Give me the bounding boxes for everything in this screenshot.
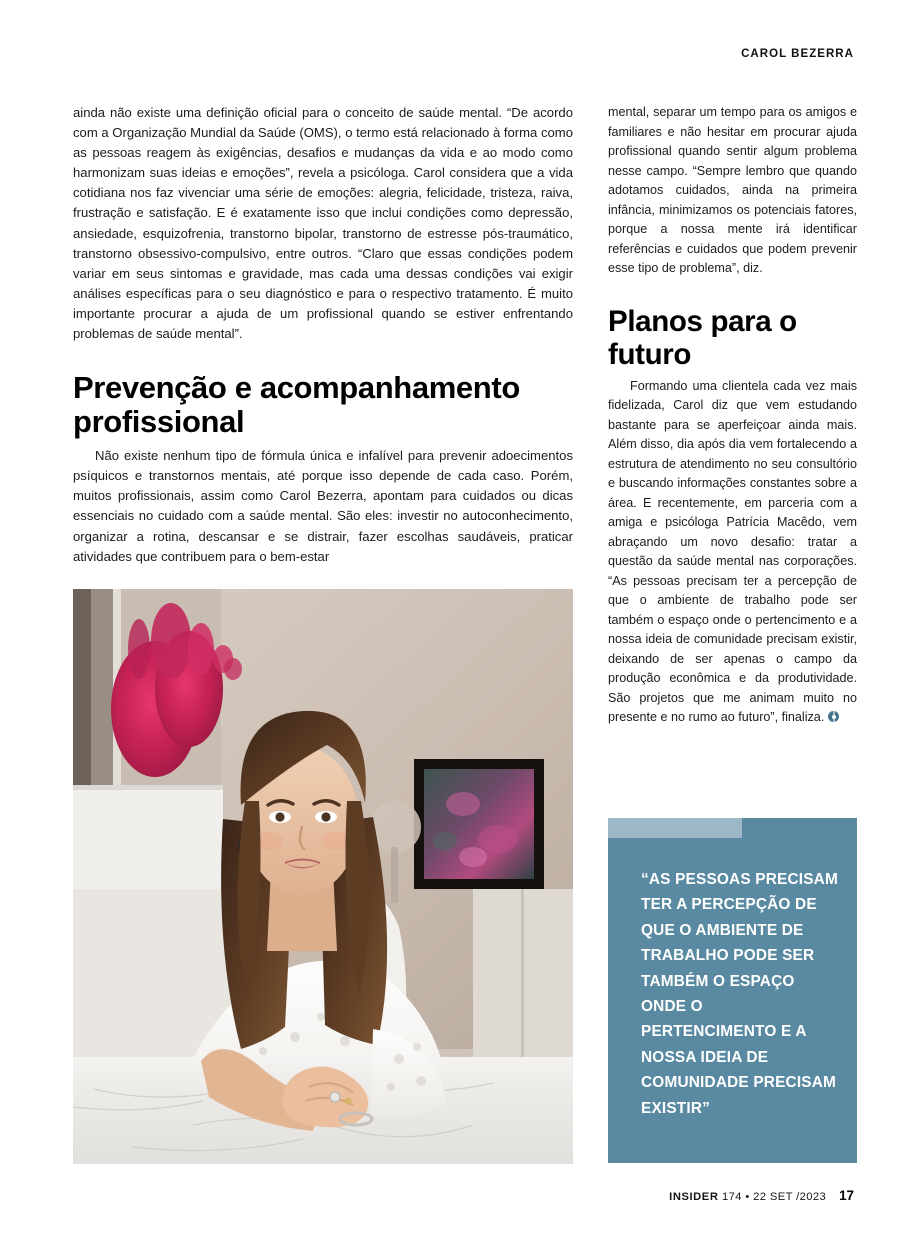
right-column [608,103,857,728]
section-title-planos: Planos para o futuro [608,304,797,371]
left-column-paragraph-1: ainda não existe uma definição oficial para o conceito de saúde mental. “De acordo com a Organização Mundial da Saúde (OMS), o termo está relacionado à forma como as pessoas reagem às exigências, desafios e mudanças da vida e ao modo como harmonizam suas ideias e emoções”, revela a psicóloga. Carol considera que a vida cotidiana nos faz vivenciar uma série de emoções: alegria, felicidade, tristeza, raiva, frustração e satisfação. E é exatamente isso que inclui condições como depressão, ansiedade, esquizofrenia, transtorno bipolar, transtorno de estresse pós-traumático, transtorno obsessivo-compulsivo, entre outros. “Claro que essas condições podem variar em seus sintomas e gravidade, mas cada uma dessas condições vai exigir análises específicas para o seu diagnóstico e para o respectivo tratamento. É muito importante procurar a ajuda de um profissional quando se estiver enfrentando problemas de saúde mental”. [73,105,573,342]
pull-quote-text: “AS PESSOAS PRECISAM TER A PERCEPÇÃO DE QUE O AMBIENTE DE TRABALHO PODE SER TAMBÉM O ESPAÇO ONDE O PERTENCIMENTO E A NOSSA IDEIA DE COMUNIDADE PRECISAM EXISTIR” [641,871,838,1117]
footer-issue-line [669,1191,826,1203]
pull-quote-box [608,818,857,1163]
left-column-paragraph-2-text: Não existe nenhum tipo de fórmula única e infalível para prevenir adoecimentos psíquicos e transtornos mentais, até porque isso depende de cada caso. Porém, muitos profissionais, assim como Carol Bezerra, apontam para cuidados ou dicas essenciais no cuidado com a saúde mental. São eles: investir no autoconhecimento, organizar a rotina, descansar e se distrair, fazer escolhas saudáveis, praticar atividades que contribuem para o bem-estar [73,448,573,564]
section-title-prevencao: Prevenção e acompanhamento profissional [73,370,520,440]
portrait-photo-image [73,589,573,1164]
portrait-photo [73,589,573,1164]
footer-separator: • [745,1191,750,1203]
left-column-paragraph-2 [73,446,573,567]
right-column-paragraph-2 [608,377,857,728]
pull-quote-tab [608,818,742,838]
right-column-paragraph-2-text: Formando uma clientela cada vez mais fidelizada, Carol diz que vem estudando bastante para se aperfeiçoar ainda mais. Além disso, dia após dia vem fortalecendo a estrutura de atendimento no seu consultório e buscando informações constantes sobre a área. E recentemente, em parceria com a amiga e psicóloga Patrícia Macêdo, vem abraçando um novo desafio: tratar a questão da saúde mental nas corporações. “As pessoas precisam ter a percepção de que o ambiente de trabalho pode ser também o espaço onde o pertencimento e a nossa ideia de comunidade precisam existir, deixando de ser apenas o campo da produção econômica e da produtividade. São projetos que me animam muito no presente e no rumo ao futuro”, finaliza. [608,378,857,724]
left-column [73,103,573,567]
article-end-mark-icon [828,711,839,722]
page-number: 17 [839,1188,854,1203]
footer-brand: INSIDER [669,1191,719,1203]
footer-issue-number: 174 [721,1191,742,1203]
running-head: CAROL BEZERRA [741,48,854,60]
page-footer [669,1188,854,1203]
footer-date: 22 SET /2023 [753,1191,827,1203]
right-column-paragraph-1: mental, separar um tempo para os amigos e familiares e não hesitar em procurar ajuda profissional quando sentir algum problema nesse campo. “Sempre lembro que quando adotamos cuidados, ainda na primeira infância, minimizamos os potenciais fatores, porque a nossa mente irá identificar referências e cuidados que podem prevenir esse tipo de problema”, diz. [608,105,857,275]
